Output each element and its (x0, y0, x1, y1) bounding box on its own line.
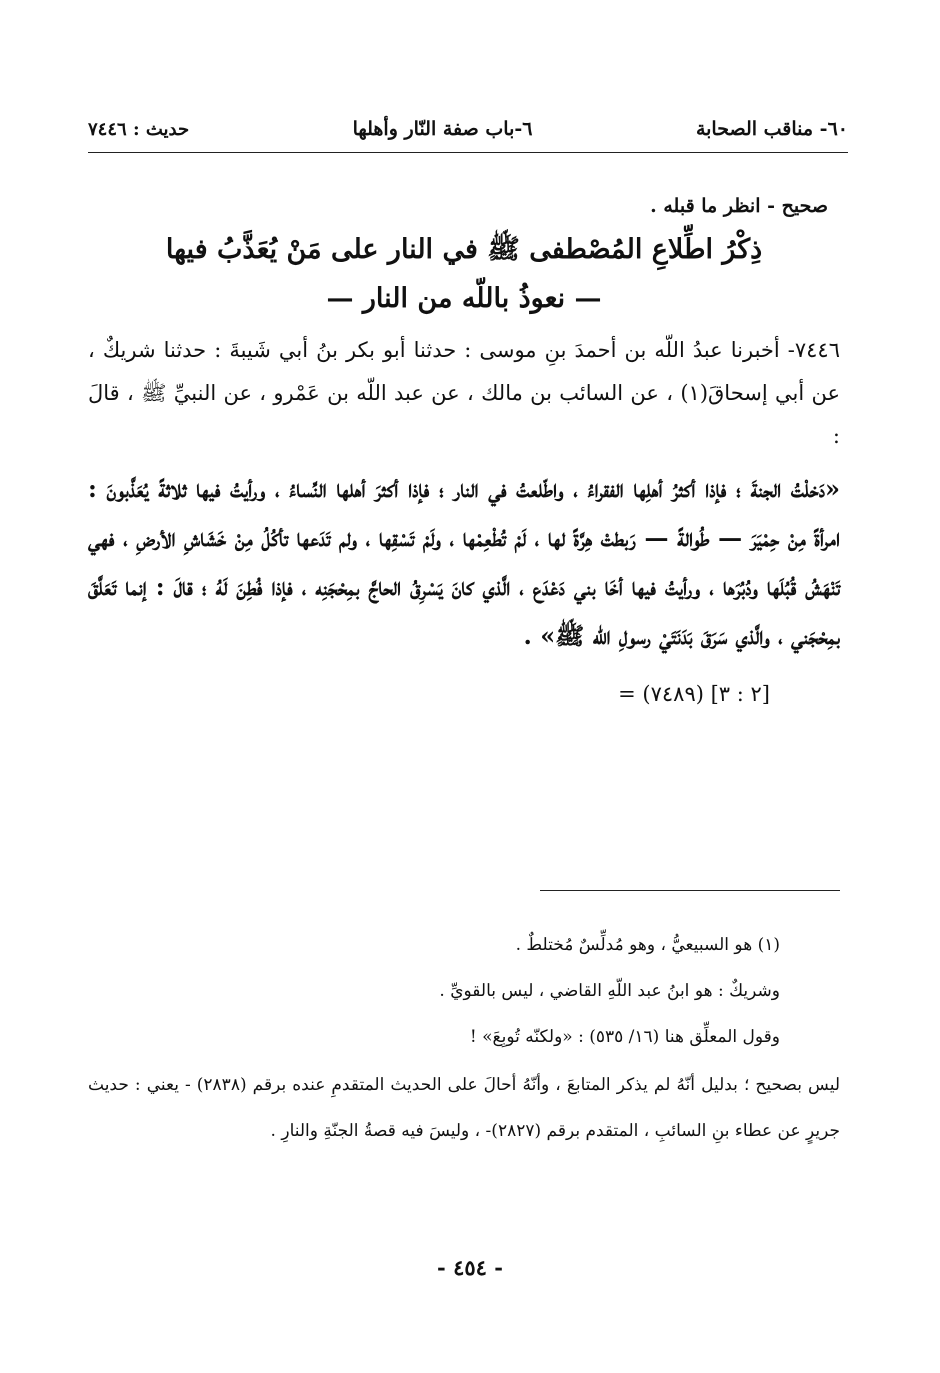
cross-reference: = (٧٤٨٩) [٢ : ٣] (618, 682, 770, 706)
footnote-1: (١) هو السبيعيُّ ، وهو مُدلِّسٌ مُختلطٌ . (515, 935, 780, 955)
footnote-sharik: وشريكٌ : هو ابنُ عبد اللّهِ القاضي ، ليس بالقويِّ . (439, 981, 780, 1001)
running-header (88, 112, 848, 146)
section-title-line1: ذِكْرُ اطِّلاعِ المُصْطفى ﷺ في النار على مَنْ يُعَذَّبُ فيها (165, 234, 763, 265)
footnote-editor-remark: وقول المعلِّق هنا (١٦/ ٥٣٥) : «ولكنّه تُوبِعَ» ! (469, 1027, 780, 1047)
section-title-line2: — نعوذُ باللّه من النار — (326, 283, 602, 314)
header-book-section: ٦٠- مناقب الصحابة (695, 118, 848, 140)
header-hadith-number: حديث : ٧٤٤٦ (88, 118, 190, 140)
page-number: - ٤٥٤ - (437, 1255, 503, 1280)
header-rule (88, 152, 848, 153)
header-chapter: ٦-باب صفة النّار وأهلها (352, 118, 533, 140)
grade-note: صحيح - انظر ما قبله . (650, 195, 828, 217)
footnotes (88, 922, 840, 1154)
hadith-isnad: ٧٤٤٦- أخبرنا عبدُ اللّه بن أحمدَ بنِ موسى : حدثنا أبو بكر بنُ أبي شَيبةَ : حدثنا شريكٌ ، عن أبي إسحاقَ(١) ، عن السائب بن مالك ، عن عبد اللّه بن عَمْرو ، عن النبيِّ ﷺ ، قالَ : (88, 338, 840, 448)
main-text (88, 195, 840, 714)
hadith-matn: «دَخلْتُ الجنةَ ؛ فإذا أكثرُ أهلِها الفقراءُ ، واطّلعتُ في النار ؛ فإذا أكثرَ أهلها النِّساءُ ، ورأيتُ فيها ثلاثةً يُعَذَّبونَ : امرأةً مِنْ حِمْيَرَ — طُوالةً — رَبطتْ هِرَّةً لها ، لَمْ تُطْعِمْها ، ولَمْ تَسْقِها ، ولم تَدَعها تأكُلُ مِنْ خَشَاشِ الأرضِ ، فهي تَنْهَشُ قُبُلَها ودُبُرَها ، ورأيتُ فيها أخَا بني دَعْدَع ، الَّذي كانَ يَسْرِقُ الحاجَّ بمِحْجَنِه ، فإذا فُطِنَ لَهُ ؛ قالَ : إنما تَعَلَّقَ بمِحْجَني ، والَّذي سَرَقَ بَدَنَتَيْ رسولِ اللّه ﷺ» . (88, 474, 840, 650)
footnote-rule (540, 890, 840, 891)
footnote-refutation: ليس بصحيح ؛ بدليل أنّهُ لم يذكر المتابعَ ، وأنّهُ أحالَ على الحديث المتقدمِ عنده برقم (٢٨٣٨) - يعني : حديث جريرٍ عن عطاء بنِ السائبِ ، المتقدم برقم (٢٨٢٧)- ، وليسَ فيه قصةُ الجنّةِ والنارِ . (88, 1075, 841, 1141)
